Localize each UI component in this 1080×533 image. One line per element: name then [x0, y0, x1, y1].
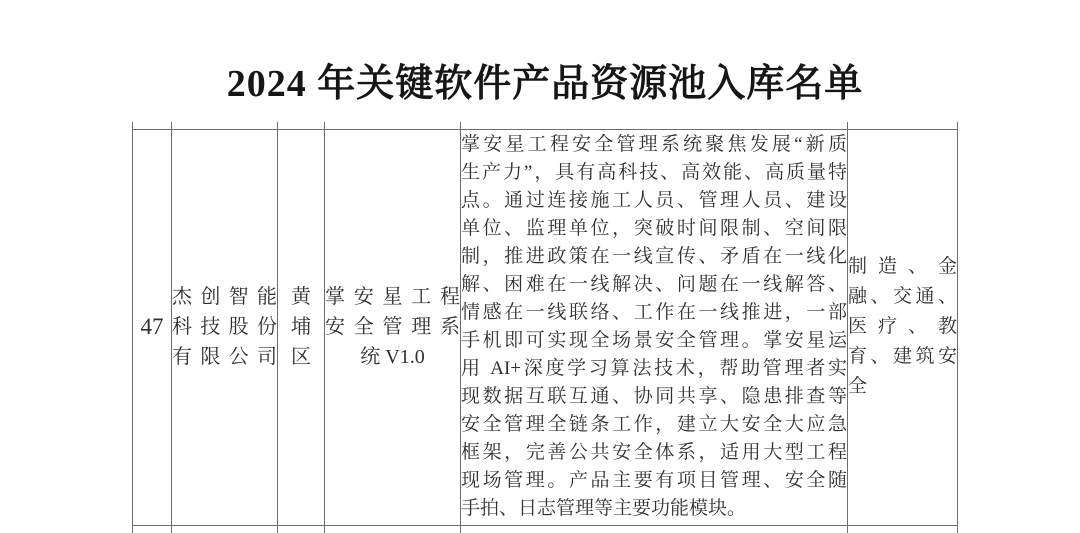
district-line: 黄: [291, 286, 311, 308]
empty-cell: [461, 525, 848, 533]
company-line: 有限公司: [172, 346, 277, 368]
company-cell: [172, 129, 278, 525]
description-line: 掌安星工程安全管理系统聚焦发展“新质: [461, 134, 847, 155]
description-line: 现数据互联互通、协同共享、隐患排查等: [461, 386, 847, 407]
empty-cell: [133, 122, 172, 129]
product-name-line: 统 V1.0: [360, 346, 425, 368]
row-number-cell: [133, 129, 172, 525]
district-line: 埔: [291, 316, 311, 338]
product-name-line: 掌安星工程: [325, 286, 460, 308]
description-line: 点。通过连接施工人员、管理人员、建设: [461, 190, 847, 211]
empty-cell: [848, 525, 958, 533]
empty-cell: [278, 525, 325, 533]
district-line: 区: [291, 346, 311, 368]
empty-cell: [461, 122, 848, 129]
description-line: 生产力”，具有高科技、高效能、高质量特: [461, 162, 847, 183]
description-cell: [461, 129, 848, 525]
description-line: 现场管理。产品主要有项目管理、安全随: [461, 470, 847, 491]
table-row-partial-bottom: [133, 525, 958, 533]
description-line: 手机即可实现全场景安全管理。掌安星运: [461, 330, 847, 351]
application-field-line: 融、交通、: [848, 286, 957, 307]
table-row-partial-top: [133, 122, 958, 129]
row-number: 47: [140, 314, 164, 339]
page-title: 2024 年关键软件产品资源池入库名单: [226, 63, 864, 105]
empty-cell: [172, 525, 278, 533]
description-line: 框架，完善公共安全体系，适用大型工程: [461, 442, 847, 463]
application-fields-cell: [848, 129, 958, 525]
entry-table: [132, 122, 958, 533]
empty-cell: [848, 122, 958, 129]
description-line: 解、困难在一线解决、问题在一线解答、: [461, 274, 847, 295]
application-field-line: 育、建筑安: [848, 346, 957, 367]
empty-cell: [278, 122, 325, 129]
application-field-line: 全: [848, 376, 868, 397]
company-line: 科技股份: [172, 316, 277, 338]
description-line: 单位、监理单位，突破时间限制、空间限: [461, 218, 847, 239]
description-line: 手拍、日志管理等主要功能模块。: [461, 498, 747, 519]
table-row: [133, 129, 958, 525]
empty-cell: [133, 525, 172, 533]
empty-cell: [172, 122, 278, 129]
description-line: 安全管理全链条工作，建立大安全大应急: [461, 414, 847, 435]
description-line: 用 AI+深度学习算法技术，帮助管理者实: [461, 358, 847, 379]
table-container: [132, 122, 960, 533]
application-field-line: 制造、金: [848, 256, 957, 277]
empty-cell: [325, 122, 461, 129]
application-field-line: 医疗、教: [848, 316, 957, 337]
description-line: 制，推进政策在一线宣传、矛盾在一线化: [461, 246, 847, 267]
empty-cell: [325, 525, 461, 533]
product-name-cell: [325, 129, 461, 525]
company-line: 杰创智能: [172, 286, 277, 308]
product-name-line: 安全管理系: [325, 316, 460, 338]
description-line: 情感在一线联络、工作在一线推进，一部: [461, 302, 847, 323]
district-cell: [278, 129, 325, 525]
